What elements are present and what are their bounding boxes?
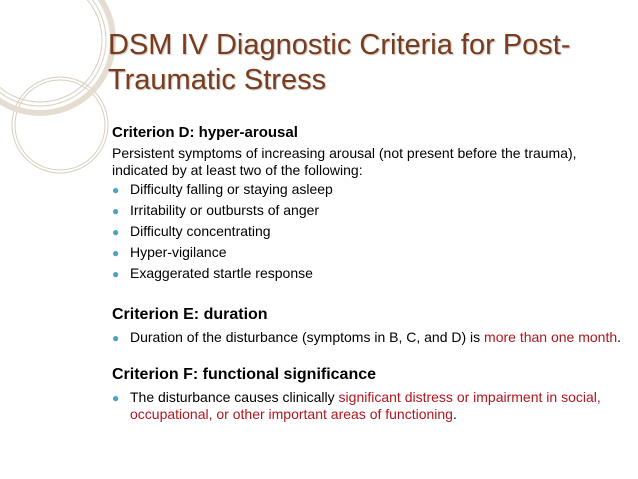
list-item: [112, 265, 622, 282]
criterion-e-emphasis: more than one month: [484, 329, 618, 345]
list-item: [112, 244, 622, 261]
list-item-text: Difficulty concentrating: [130, 223, 271, 239]
circle-bullet-icon: ●: [112, 183, 120, 197]
slide-title: DSM IV Diagnostic Criteria for Post-Traumatic Stress: [108, 29, 571, 96]
criterion-f-text: The disturbance causes clinically: [130, 389, 339, 405]
criterion-e-suffix: .: [617, 329, 622, 345]
circle-bullet-icon: ●: [112, 225, 120, 239]
criterion-f-emphasis: significant distress or impairment in social, occupational, or other important areas of functioning: [130, 389, 601, 422]
list-item: [112, 329, 622, 346]
circle-bullet-icon: ●: [112, 331, 120, 345]
list-item: [112, 389, 622, 423]
circle-bullet-icon: ●: [112, 246, 120, 260]
criterion-e-heading: Criterion E: duration: [112, 306, 268, 323]
list-item: [112, 202, 622, 219]
circle-bullet-icon: ●: [112, 204, 120, 218]
criterion-e-text: Duration of the disturbance (symptoms in B, C, and D) is: [130, 329, 485, 345]
list-item-text: Difficulty falling or staying asleep: [130, 181, 333, 197]
list-item: [112, 223, 622, 240]
criterion-f-suffix: .: [452, 406, 457, 422]
circle-bullet-icon: ●: [112, 391, 120, 405]
circle-bullet-icon: ●: [112, 267, 120, 281]
list-item: [112, 181, 622, 198]
criterion-d-list: [112, 181, 622, 282]
criterion-d-intro: Persistent symptoms of increasing arousal (not present before the trauma), indicated by at least two of the following:: [112, 145, 577, 178]
criterion-f-list: [112, 389, 622, 423]
criterion-e-list: [112, 329, 622, 346]
list-item-text: Exaggerated startle response: [130, 265, 313, 281]
criterion-f-heading: Criterion F: functional significance: [112, 366, 377, 383]
slide-content: [112, 124, 622, 427]
criterion-d-heading: Criterion D: hyper-arousal: [112, 124, 298, 141]
list-item-text: Irritability or outbursts of anger: [130, 202, 320, 218]
list-item-text: Hyper-vigilance: [130, 244, 227, 260]
